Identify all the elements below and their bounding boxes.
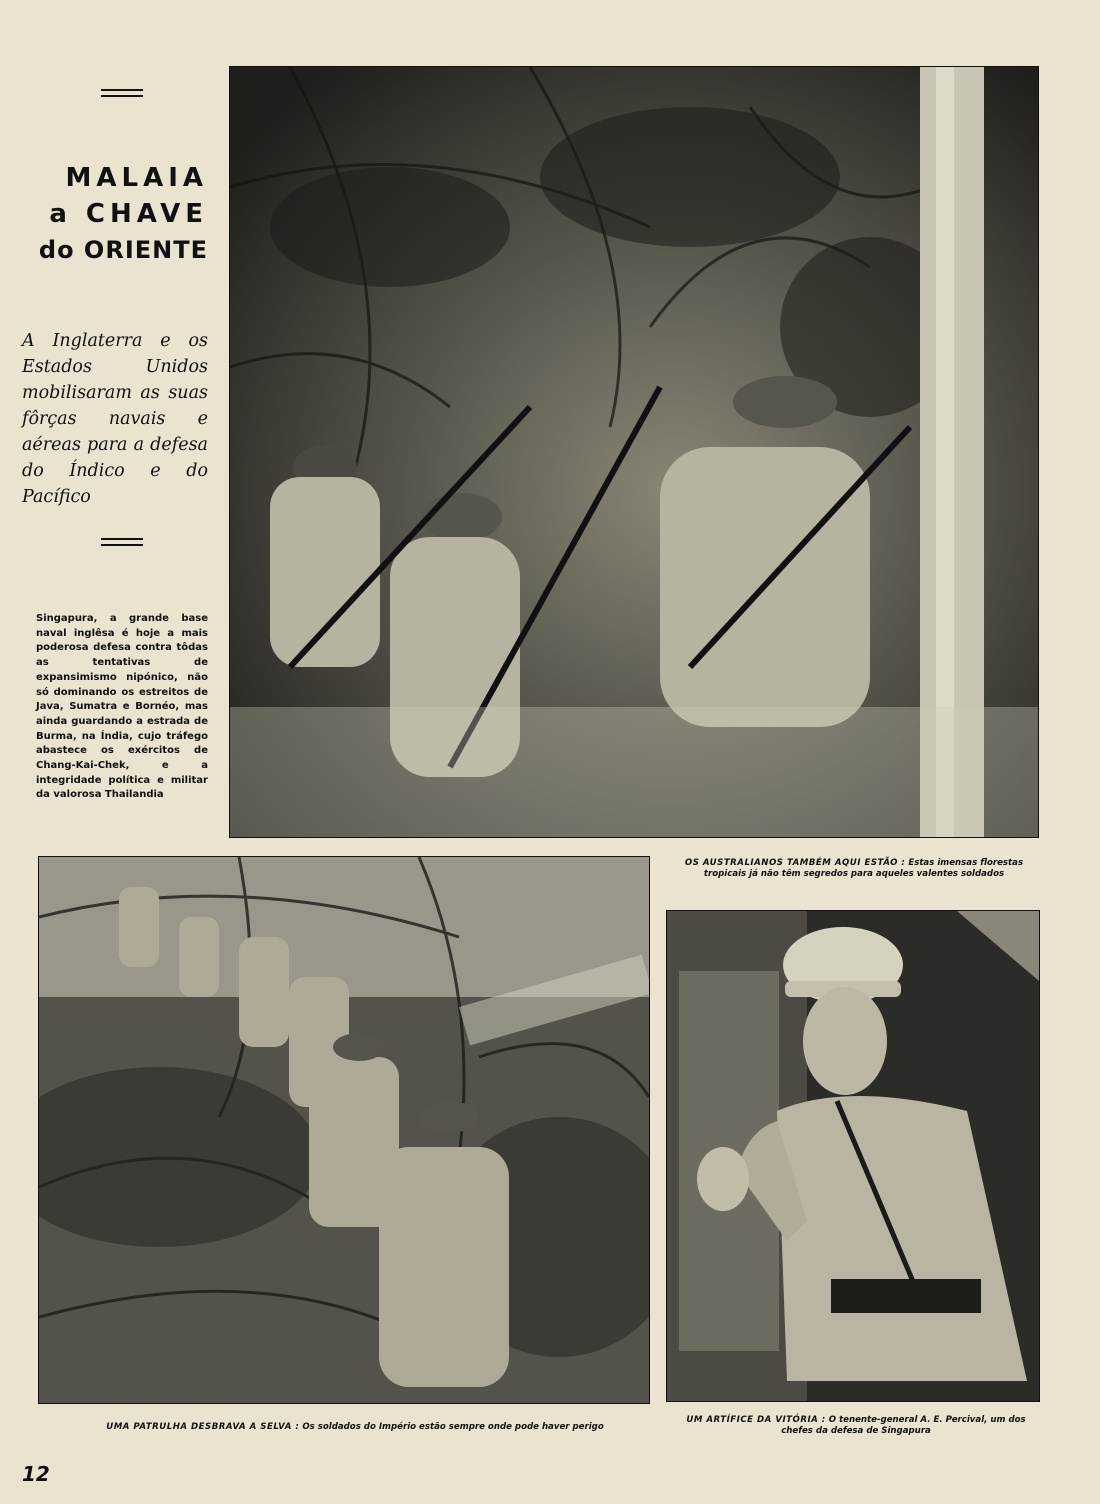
page-number: 12	[22, 1462, 50, 1486]
photo-patrol-jungle	[38, 856, 650, 1404]
article-body: Singapura, a grande base naval inglêsa é hoje a mais poderosa defesa contra tôdas as tentativas de expansimismo nipónico, não só dominando os estreitos de Java, Sumatra e Bornéo, mas ainda guardando a estrada de Burma, na Índia, cujo tráfego abastece os exércitos de Chang-Kai-Chek, e a integridade política e militar da valorosa Thailandia	[36, 613, 208, 801]
photo-general-percival	[666, 910, 1040, 1402]
title-line-1: MALAIA	[65, 163, 208, 193]
article-lede: A Inglaterra e os Estados Unidos mobilisaram as suas fôrças navais e aéreas para a defesa do Índico e do Pacífico	[22, 331, 208, 507]
caption-bottom-left-text: Os soldados do Império estão sempre onde pode haver perigo	[302, 1422, 604, 1432]
caption-bottom-right-photo	[676, 1415, 1036, 1437]
caption-bottom-right-lead: UM ARTÍFICE DA VITÓRIA :	[686, 1415, 826, 1425]
photo-soldiers-jungle	[229, 66, 1039, 838]
title-line-3: do ORIENTE	[38, 236, 208, 264]
title-line-2: a CHAVE	[49, 199, 208, 229]
caption-top-photo	[664, 858, 1044, 880]
caption-bottom-right-text: O tenente-general A. E. Percival, um dos chefes da defesa de Singapura	[781, 1415, 1026, 1436]
caption-bottom-left-photo	[100, 1422, 610, 1433]
caption-top-text: Estas imensas florestas tropicais já não têm segredos para aqueles valentes soldados	[703, 858, 1024, 879]
caption-top-lead: OS AUSTRALIANOS TAMBÉM AQUI ESTÃO :	[684, 858, 906, 868]
article-title	[22, 160, 208, 268]
caption-bottom-left-lead: UMA PATRULHA DESBRAVA A SELVA :	[106, 1422, 300, 1432]
